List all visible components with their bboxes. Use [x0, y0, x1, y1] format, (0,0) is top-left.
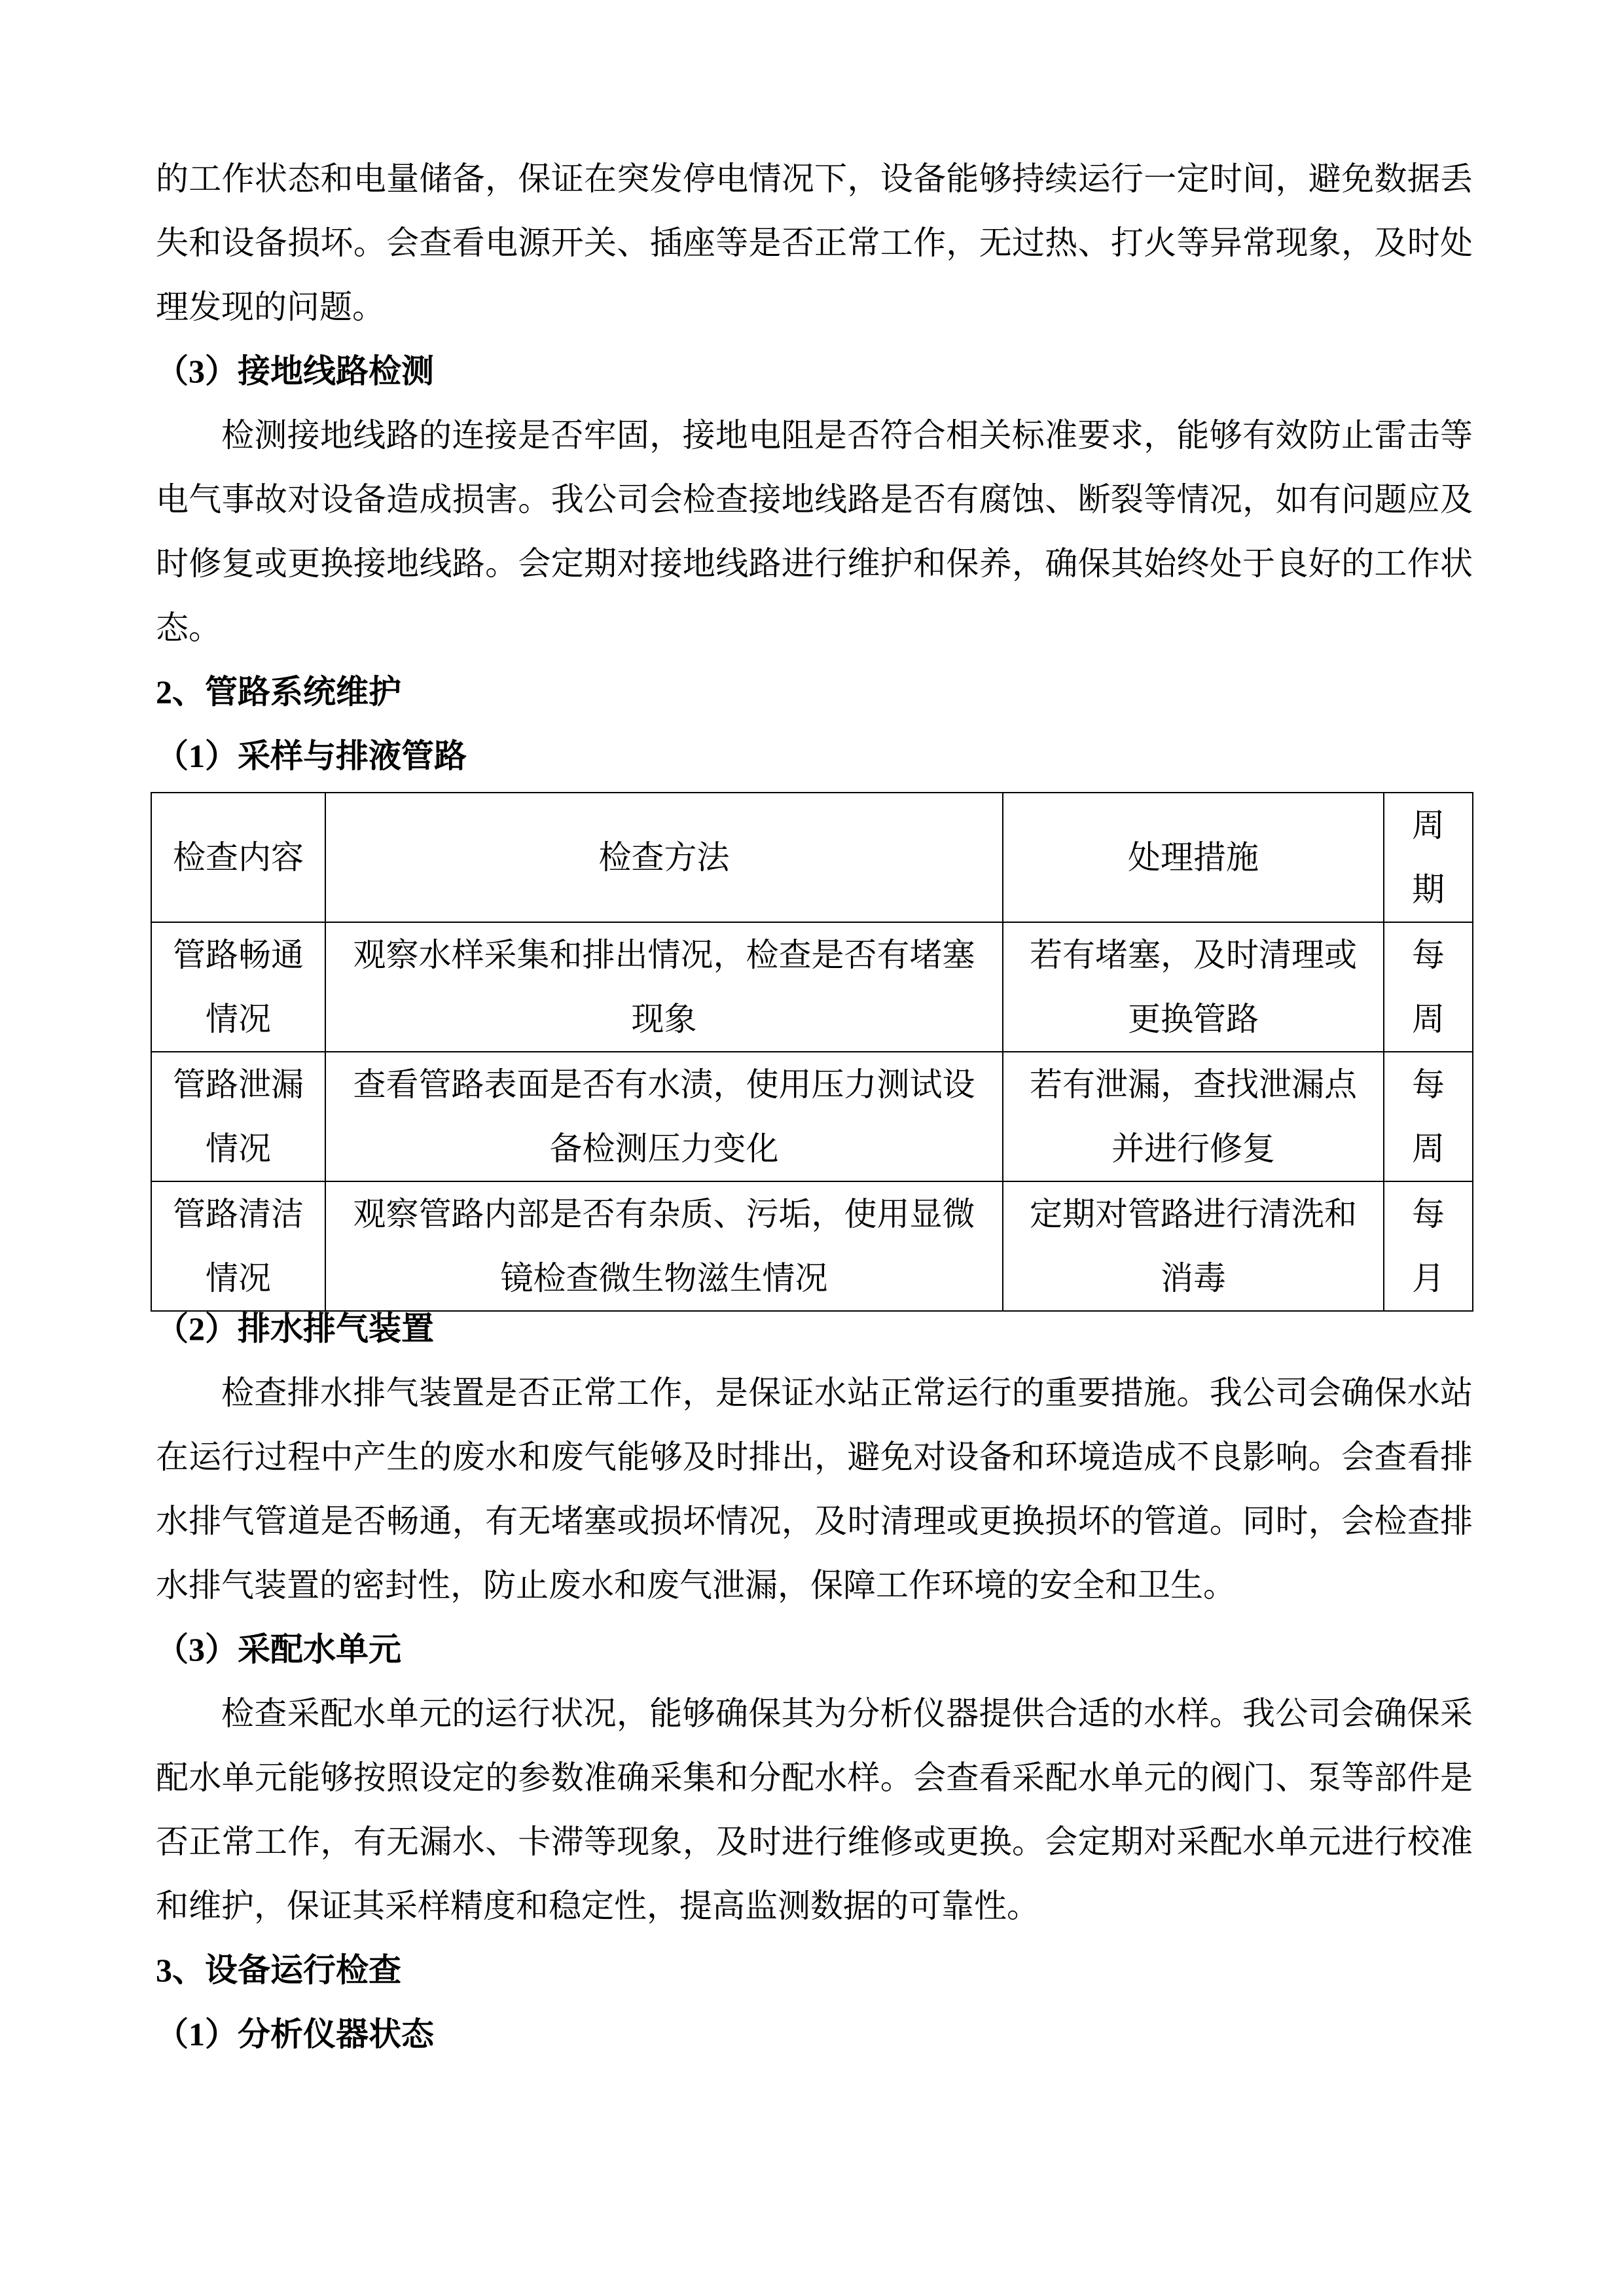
inspection-table: [151, 792, 1473, 1312]
table-cell: 每周: [1384, 1052, 1473, 1181]
table-cell: 管路畅通情况: [151, 922, 325, 1052]
paragraph-drain: 检查排水排气装置是否正常工作，是保证水站正常运行的重要措施。我公司会确保水站在运行过程中产生的废水和废气能够及时排出，避免对设备和环境造成不良影响。会查看排水排气管道是否畅通，有无堵塞或损坏情况，及时清理或更换损坏的管道。同时，会检查排水排气装置的密封性，防止废水和废气泄漏，保障工作环境的安全和卫生。: [156, 1374, 1473, 1604]
table-header-row: [151, 793, 1473, 922]
table-cell: 若有泄漏，查找泄漏点并进行修复: [1003, 1052, 1384, 1181]
table-cell: 管路清洁情况: [151, 1181, 325, 1311]
heading-unit: （3）采配水单元: [156, 1631, 401, 1668]
table-row: [151, 1181, 1473, 1311]
table-cell: 每月: [1384, 1181, 1473, 1311]
header-cell: 检查方法: [325, 793, 1003, 922]
header-cell: 检查内容: [151, 793, 325, 922]
table-cell: 若有堵塞，及时清理或更换管路: [1003, 922, 1384, 1052]
heading-analyzer: （1）分析仪器状态: [156, 2016, 434, 2053]
document-upper: [156, 147, 1473, 1312]
document-lower: [156, 1297, 1473, 2066]
table-row: [151, 922, 1473, 1052]
table-cell: 观察管路内部是否有杂质、污垢，使用显微镜检查微生物滋生情况: [325, 1181, 1003, 1311]
table-cell: 观察水样采集和排出情况，检查是否有堵塞现象: [325, 922, 1003, 1052]
heading-sampling: （1）采样与排液管路: [156, 738, 467, 774]
table-cell: 管路泄漏情况: [151, 1052, 325, 1181]
heading-equipment: 3、设备运行检查: [156, 1952, 401, 1988]
table-row: [151, 1052, 1473, 1181]
table-cell: 查看管路表面是否有水渍，使用压力测试设备检测压力变化: [325, 1052, 1003, 1181]
table-cell: 定期对管路进行清洗和消毒: [1003, 1181, 1384, 1311]
header-cell: 处理措施: [1003, 793, 1384, 922]
header-cell: 周期: [1384, 793, 1473, 922]
heading-pipeline: 2、管路系统维护: [156, 673, 401, 710]
paragraph-unit: 检查采配水单元的运行状况，能够确保其为分析仪器提供合适的水样。我公司会确保采配水单元能够按照设定的参数准确采集和分配水样。会查看采配水单元的阀门、泵等部件是否正常工作，有无漏水、卡滞等现象，及时进行维修或更换。会定期对采配水单元进行校准和维护，保证其采样精度和稳定性，提高监测数据的可靠性。: [156, 1695, 1473, 1924]
heading-drain: （2）排水排气装置: [156, 1310, 434, 1347]
heading-grounding: （3）接地线路检测: [156, 353, 434, 389]
paragraph-power: 的工作状态和电量储备，保证在突发停电情况下，设备能够持续运行一定时间，避免数据丢失和设备损坏。会查看电源开关、插座等是否正常工作，无过热、打火等异常现象，及时处理发现的问题。: [156, 160, 1473, 325]
paragraph-grounding: 检测接地线路的连接是否牢固，接地电阻是否符合相关标准要求，能够有效防止雷击等电气事故对设备造成损害。我公司会检查接地线路是否有腐蚀、断裂等情况，如有问题应及时修复或更换接地线路。会定期对接地线路进行维护和保养，确保其始终处于良好的工作状态。: [156, 417, 1473, 646]
table-cell: 每周: [1384, 922, 1473, 1052]
